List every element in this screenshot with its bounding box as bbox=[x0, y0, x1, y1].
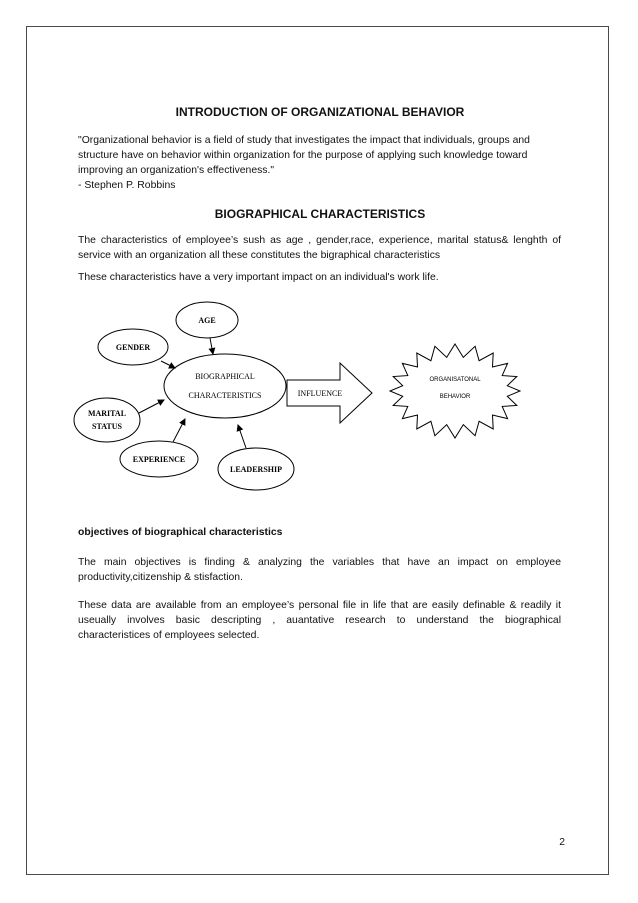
marital-label-line-1: MARITAL bbox=[87, 409, 127, 418]
center-label-line-2: CHARACTERISTICS bbox=[188, 391, 262, 400]
arrow-age bbox=[210, 338, 213, 354]
quote-line-3: improving an organization's effectiveness." bbox=[78, 165, 275, 176]
objectives-paragraph-2-line-3: characteristices of employees selected. bbox=[78, 630, 260, 641]
bio-paragraph-2: These characteristics have a very important impact on an individual's work life. bbox=[78, 272, 439, 283]
arrow-experience bbox=[173, 419, 185, 442]
leadership-label: LEADERSHIP bbox=[229, 465, 283, 474]
quote-line-1: "Organizational behavior is a field of study that investigates the impact that individuals, groups and bbox=[78, 135, 530, 146]
objectives-paragraph-1-line-1: The main objectives is finding & analyzing the variables that have an impact on employee bbox=[78, 557, 561, 568]
arrow-gender bbox=[161, 361, 175, 368]
objectives-paragraph-2-line-1: These data are available from an employee’s personal file in life that are easily definable & readily it bbox=[78, 600, 561, 611]
objectives-heading: objectives of biographical characteristics bbox=[78, 527, 283, 538]
marital-status-ellipse bbox=[74, 398, 140, 442]
objectives-paragraph-2-line-2: useually involves basic descripting , auantative research to understand the biographical bbox=[78, 615, 561, 626]
center-label-line-1: BIOGRAPHICAL bbox=[195, 372, 255, 381]
org-label-line-1: ORGANISATONAL bbox=[429, 377, 481, 383]
bio-paragraph-line-2: service with an organization all these constitutes the bigraphical characteristics bbox=[78, 250, 441, 261]
arrow-marital bbox=[139, 400, 164, 413]
organisational-behavior-burst bbox=[390, 344, 520, 438]
quote-attribution: - Stephen P. Robbins bbox=[78, 180, 176, 191]
biographical-diagram bbox=[60, 290, 580, 505]
age-label: AGE bbox=[198, 316, 216, 325]
influence-label: INFLUENCE bbox=[297, 389, 343, 398]
biographical-characteristics-ellipse bbox=[164, 354, 286, 418]
gender-label: GENDER bbox=[115, 343, 151, 352]
bio-title: BIOGRAPHICAL CHARACTERISTICS bbox=[214, 207, 426, 221]
org-label-line-2: BEHAVIOR bbox=[439, 394, 471, 400]
bio-paragraph-line-1: The characteristics of employee’s sush as age , gender,race, experience, marital status& lenghth of bbox=[78, 235, 561, 246]
quote-line-2: structure have on behavior within organization for the purpose of applying such knowledge toward bbox=[78, 150, 528, 161]
intro-title: INTRODUCTION OF ORGANIZATIONAL BEHAVIOR bbox=[175, 105, 465, 119]
experience-label: EXPERIENCE bbox=[132, 455, 186, 464]
arrow-leadership bbox=[238, 425, 246, 448]
objectives-paragraph-1-line-2: productivity,citizenship & stisfaction. bbox=[78, 572, 243, 583]
marital-label-line-2: STATUS bbox=[92, 422, 122, 431]
page-number: 2 bbox=[559, 837, 565, 848]
